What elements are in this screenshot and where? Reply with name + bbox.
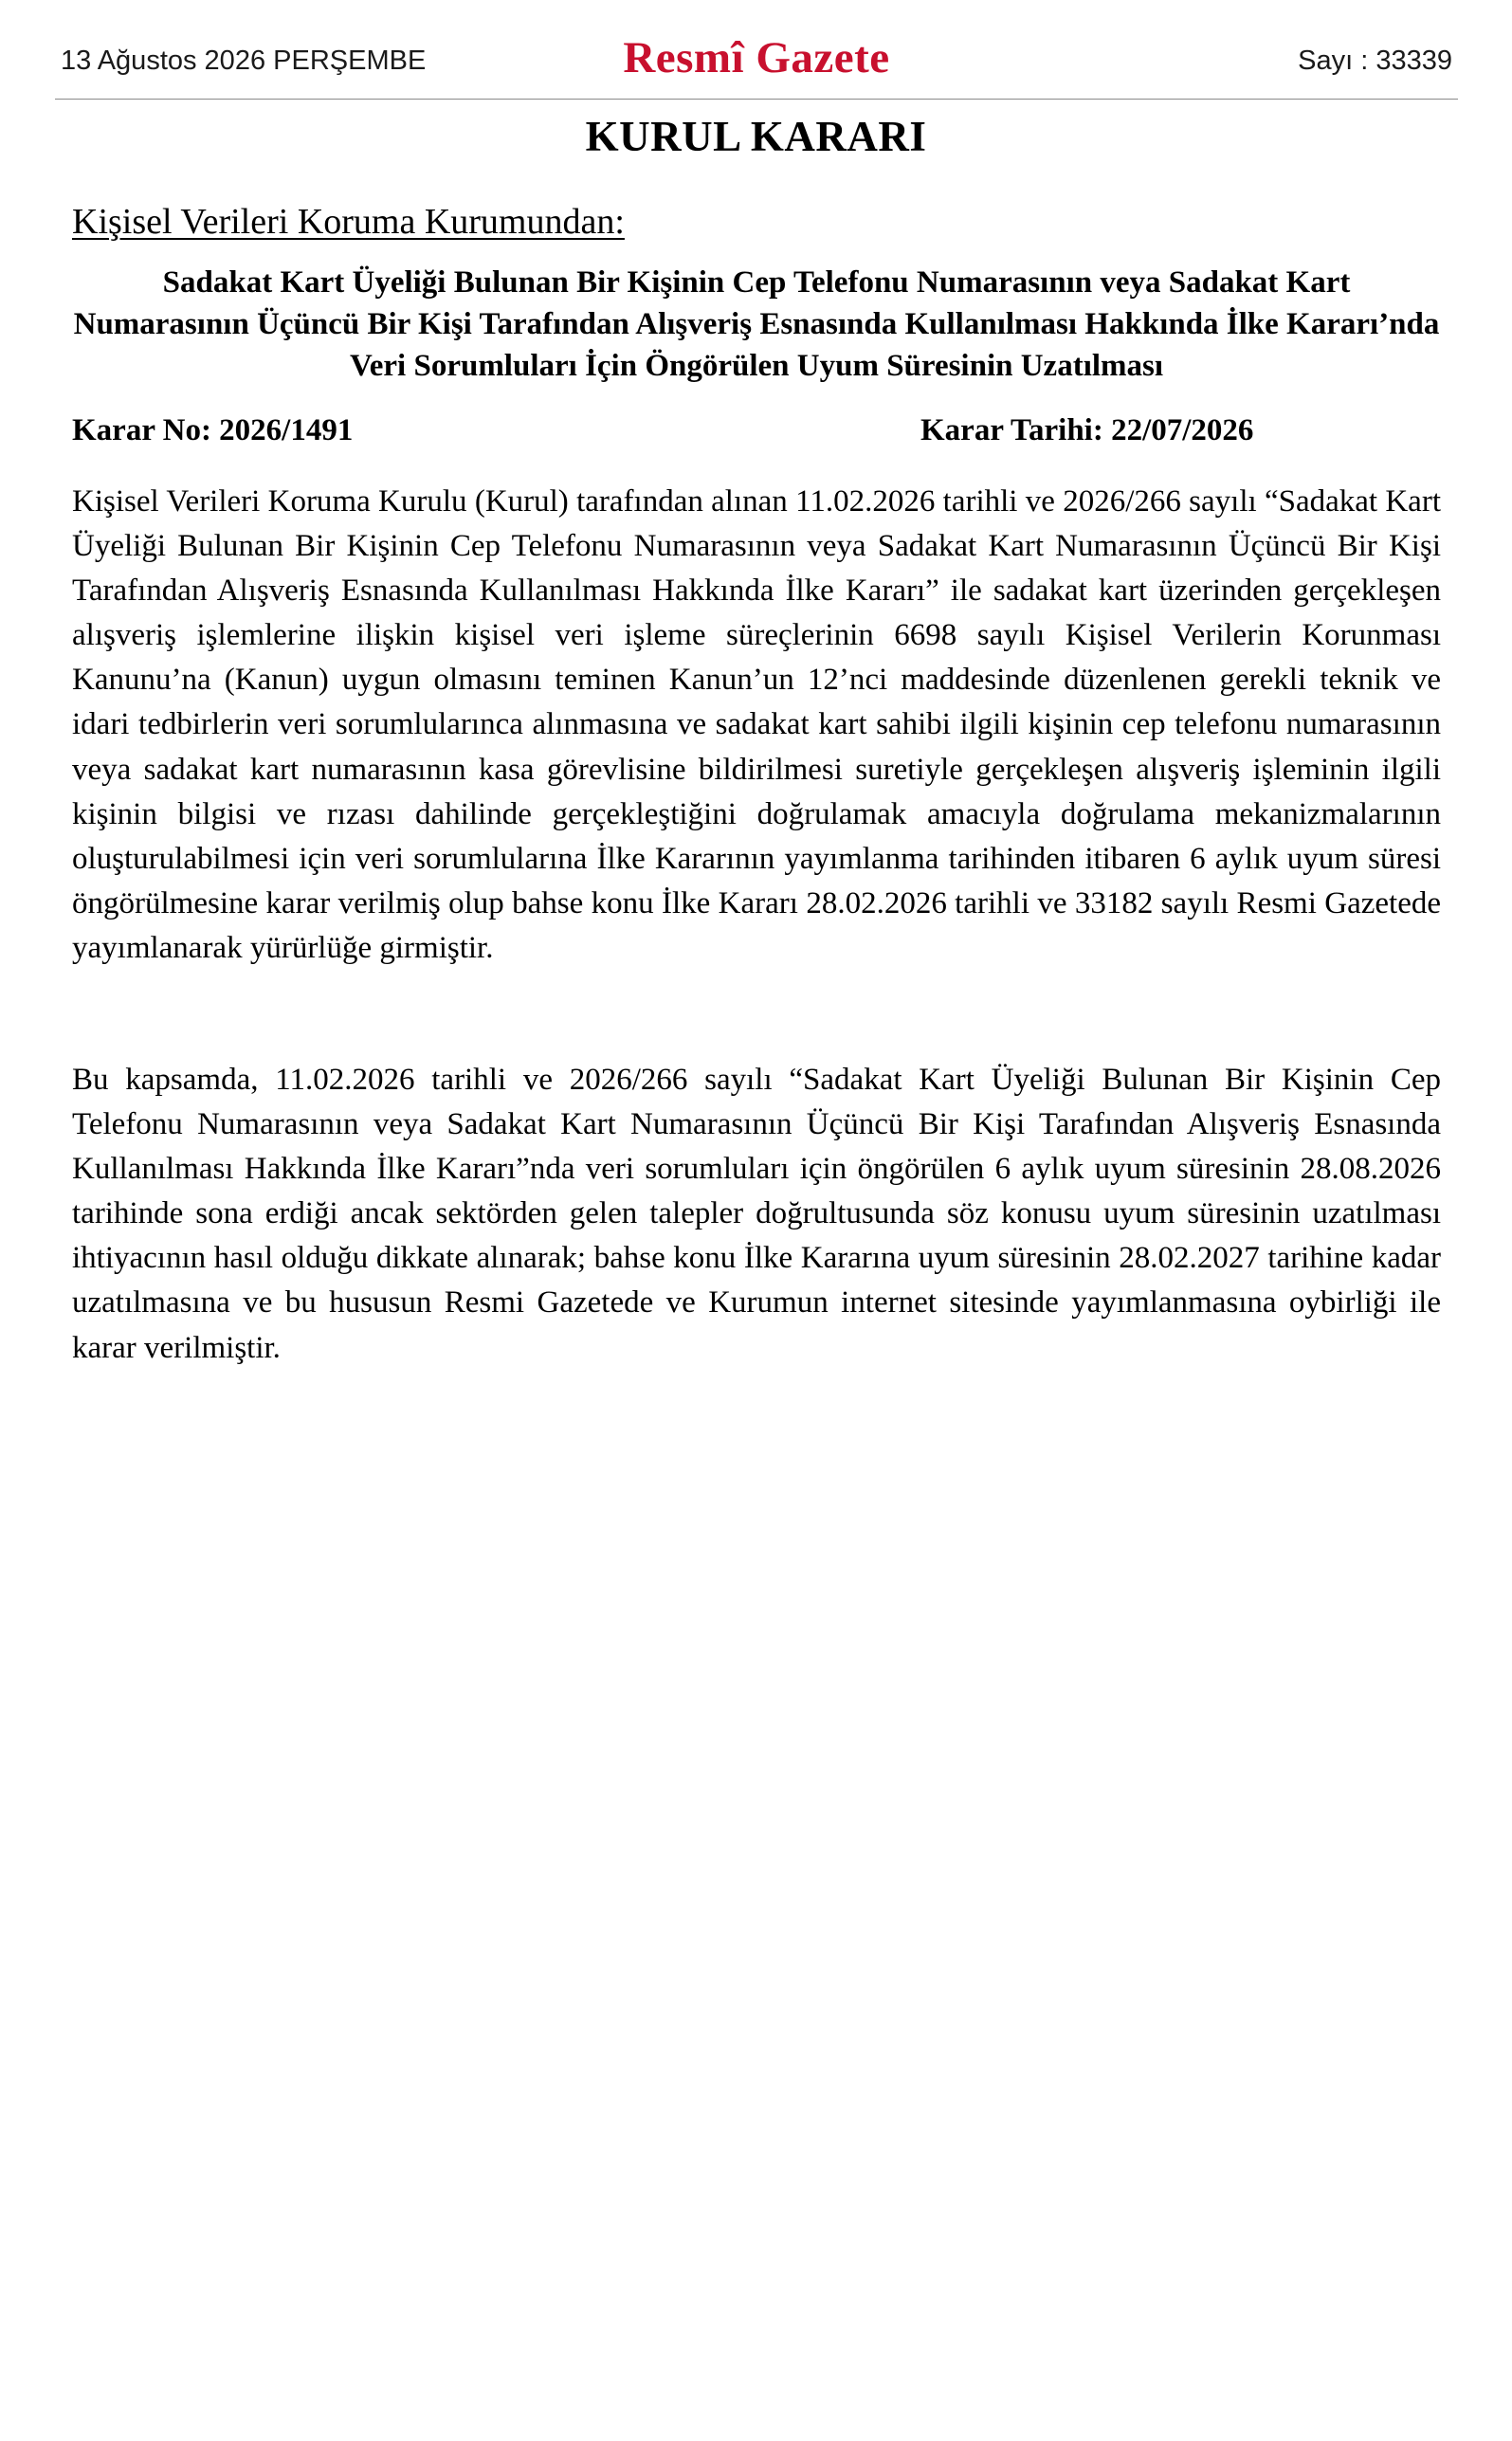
page-header [55, 33, 1458, 95]
body-paragraph-2: Bu kapsamda, 11.02.2026 tarihli ve 2026/266 sayılı “Sadakat Kart Üyeliği Bulunan Bir Kişinin Cep Telefonu Numarasının veya Sadakat Kart Numarasının Üçüncü Bir Kişi Tarafından Alışveriş Esnasında Kullanılması Hakkında İlke Kararı”nda veri sorumluları için öngörülen 6 aylık uyum süresinin 28.08.2026 tarihinde sona erdiği ancak sektörden gelen talepler doğrultusunda söz konusu uyum süresinin uzatılması ihtiyacının hasıl olduğu dikkate alınarak; bahse konu İlke Kararına uyum süresinin 28.02.2027 tarihine kadar uzatılmasına ve bu hususun Resmi Gazetede ve Kurumun internet sitesinde yayımlanmasına oybirliği ile karar verilmiştir. [72, 1063, 1441, 1365]
decision-date: Karar Tarihi: 22/07/2026 [920, 413, 1254, 447]
decision-title: Sadakat Kart Üyeliği Bulunan Bir Kişinin Cep Telefonu Numarasının veya Sadakat Kart Numarasının Üçüncü Bir Kişi Tarafından Alışveriş Esnasında Kullanılması Hakkında İlke Kararı’nda Veri Sorumluları İçin Öngörülen Uyum Süresinin Uzatılması [73, 265, 1440, 383]
decision-number: Karar No: 2026/1491 [72, 413, 354, 447]
body-paragraph-1: Kişisel Verileri Koruma Kurulu (Kurul) tarafından alınan 11.02.2026 tarihli ve 2026/266 sayılı “Sadakat Kart Üyeliği Bulunan Bir Kişinin Cep Telefonu Numarasının veya Sadakat Kart Numarasının Üçüncü Bir Kişi Tarafından Alışveriş Esnasında Kullanılması Hakkında İlke Kararı” ile sadakat kart üzerinden gerçekleşen alışveriş işlemlerine ilişkin kişisel veri işleme süreçlerinin 6698 sayılı Kişisel Verilerin Korunması Kanunu’na (Kanun) uygun olmasını teminen Kanun’un 12’nci maddesinde düzenlenen gerekli teknik ve idari tedbirlerin veri sorumlularınca alınmasına ve sadakat kart sahibi ilgili kişinin cep telefonu numarasının veya sadakat kart numarasının kasa görevlisine bildirilmesi suretiyle gerçekleşen alışveriş işleminin ilgili kişinin bilgisi ve rızası dahilinde gerçekleştiğini doğrulamak amacıyla doğrulama mekanizmalarının oluşturulabilmesi için veri sorumlularına İlke Kararının yayımlanma tarihinden itibaren 6 aylık uyum süresi öngörülmesine karar verilmiş olup bahse konu İlke Kararı 28.02.2026 tarihli ve 33182 sayılı Resmi Gazetede yayımlanarak yürürlüğe girmiştir. [72, 484, 1441, 965]
section-title: KURUL KARARI [585, 113, 927, 160]
issuing-institution: Kişisel Verileri Koruma Kurumundan: [72, 202, 625, 242]
issue-number: Sayı : 33339 [1298, 46, 1452, 76]
publication-date: 13 Ağustos 2026 PERŞEMBE [61, 46, 427, 76]
header-divider [55, 99, 1458, 100]
gazette-logo-title: Resmî Gazete [623, 33, 890, 82]
